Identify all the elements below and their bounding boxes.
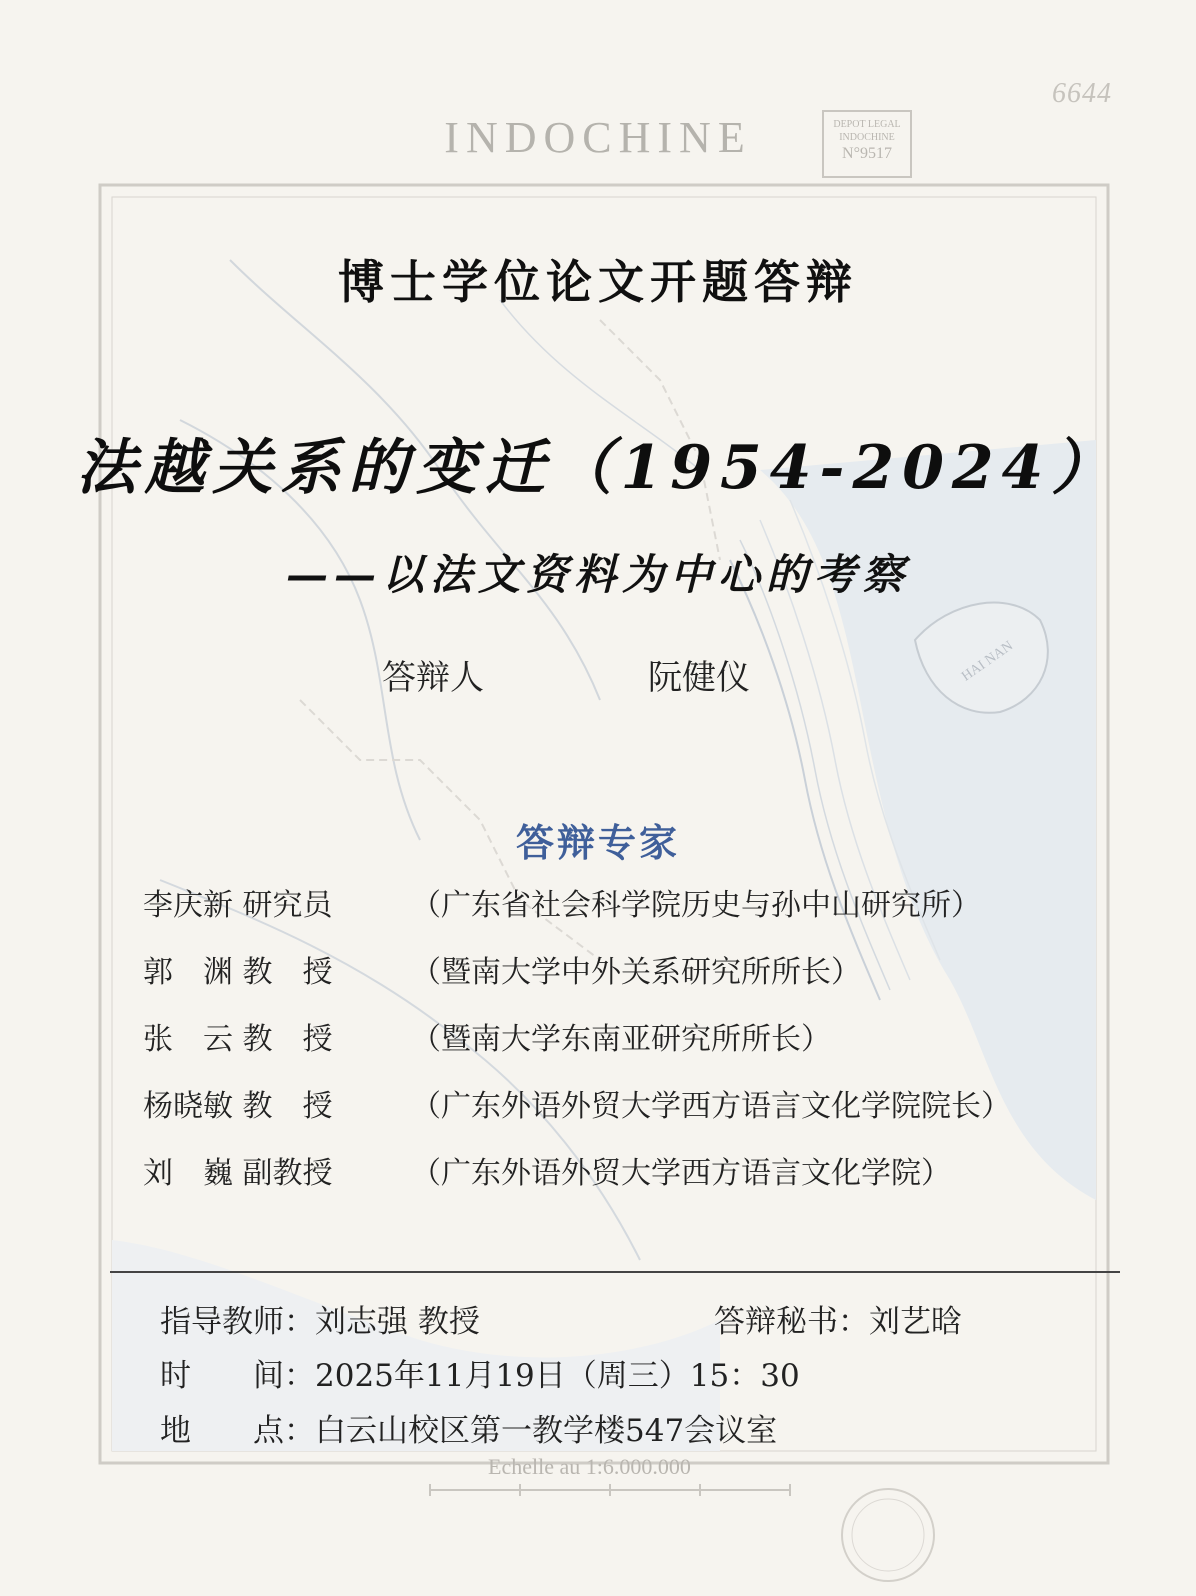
- expert-name: 杨晓敏 教 授: [143, 1089, 333, 1124]
- divider: [110, 1271, 1120, 1273]
- stamp-line: INDOCHINE: [839, 132, 895, 143]
- respondent-name: 阮健仪: [648, 658, 750, 698]
- stamp-line: DEPOT LEGAL: [833, 119, 901, 130]
- secretary-info: 答辩秘书：刘艺晗: [714, 1304, 962, 1340]
- map-scale-text: Echelle au 1:6.000.000: [488, 1454, 691, 1479]
- map-label: INDOCHINE: [444, 113, 752, 162]
- advisor-info: 指导教师：刘志强 教授: [160, 1304, 480, 1340]
- expert-affiliation: （暨南大学中外关系研究所所长）: [411, 955, 861, 990]
- archive-stamp: [822, 110, 912, 178]
- thesis-subtitle: ——以法文资料为中心的考察: [285, 550, 910, 599]
- library-seal: [842, 1489, 934, 1581]
- location-info: 地 点：白云山校区第一教学楼547会议室: [160, 1413, 778, 1449]
- stamp-number: N°9517: [842, 145, 892, 162]
- expert-affiliation: （暨南大学东南亚研究所所长）: [411, 1022, 831, 1057]
- expert-name: 李庆新 研究员: [143, 888, 333, 923]
- thesis-title: 法越关系的变迁（1954-2024）: [76, 433, 1120, 503]
- time-info: 时 间：2025年11月19日（周三）15：30: [160, 1358, 800, 1394]
- expert-name: 郭 渊 教 授: [143, 955, 333, 990]
- map-region-label: HAI NAN: [959, 638, 1016, 685]
- experts-heading: 答辩专家: [515, 820, 680, 865]
- expert-affiliation: （广东省社会科学院历史与孙中山研究所）: [411, 888, 981, 923]
- expert-affiliation: （广东外语外贸大学西方语言文化学院院长）: [411, 1089, 1011, 1124]
- expert-affiliation: （广东外语外贸大学西方语言文化学院）: [411, 1156, 951, 1191]
- corner-note: 6644: [1052, 78, 1112, 109]
- respondent-label: 答辩人: [382, 658, 484, 698]
- event-heading: 博士学位论文开题答辩: [338, 255, 858, 309]
- expert-name: 刘 巍 副教授: [143, 1156, 333, 1191]
- expert-name: 张 云 教 授: [143, 1022, 333, 1057]
